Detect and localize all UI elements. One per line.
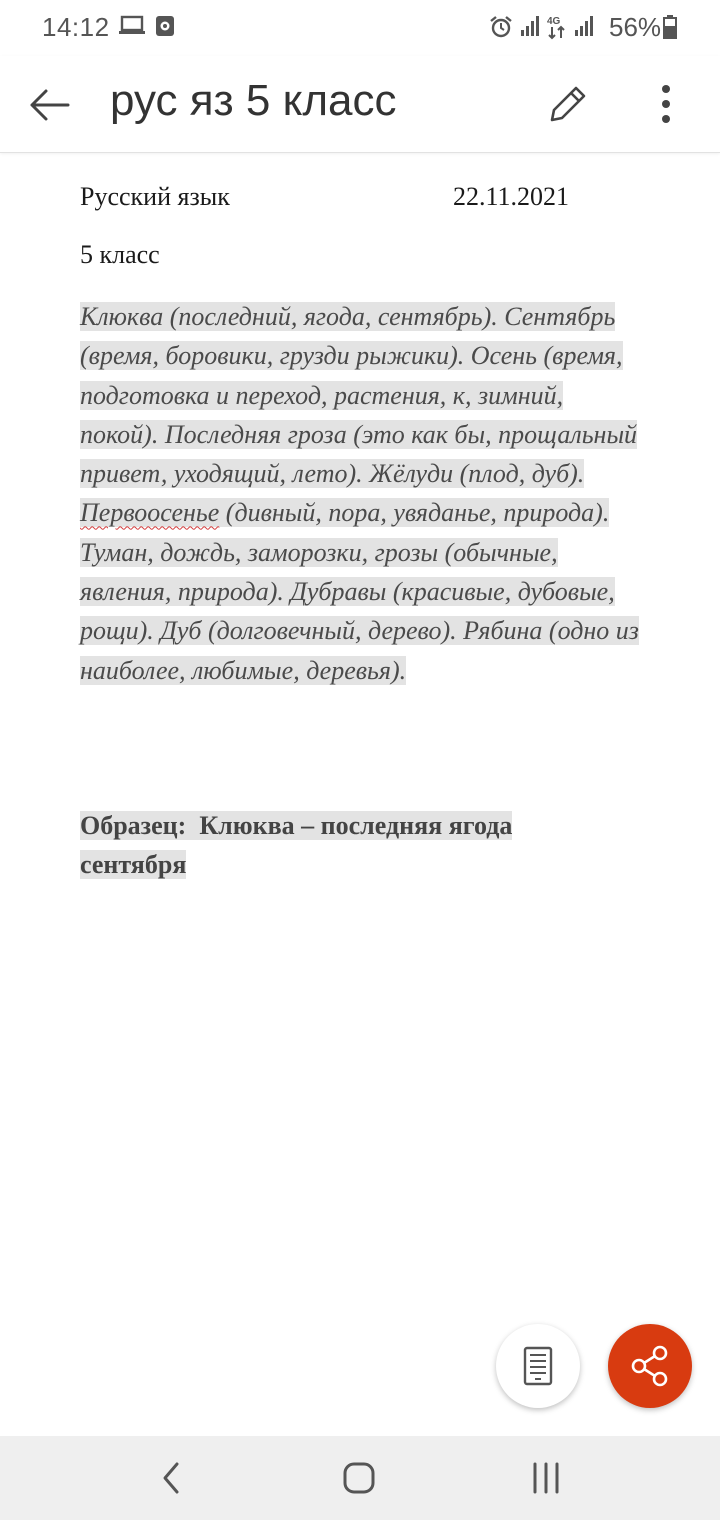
subject-text: Русский язык: [80, 182, 230, 211]
share-icon: [608, 1324, 692, 1408]
document-title: рус яз 5 класс: [110, 76, 397, 125]
more-vertical-icon[interactable]: [648, 78, 684, 130]
document-header-row: [80, 182, 580, 218]
exercise-text-part1: Клюква (последний, ягода, сентябрь). Сентябрь (время, боровики, грузди рыжики). Осень (время, подготовка и переход, растения, к, зимний, покой). Последняя гроза (это как бы, прощальный привет, уходящий, лето). Жёлуди (плод, дуб).: [80, 302, 638, 489]
4g-data-icon: [546, 14, 568, 40]
signal-icon-2: [574, 14, 596, 38]
back-arrow-icon[interactable]: [24, 80, 74, 130]
sample-paragraph: [80, 806, 560, 884]
screen-record-icon: [154, 14, 176, 38]
svg-text:4G: 4G: [547, 16, 561, 27]
nav-back-icon[interactable]: [150, 1456, 194, 1500]
app-bar: [0, 56, 720, 153]
sample-label: Образец:: [80, 811, 187, 840]
exercise-paragraph: [80, 297, 640, 690]
pencil-icon[interactable]: [542, 78, 594, 130]
reader-mode-button[interactable]: [496, 1324, 580, 1408]
nav-recents-icon[interactable]: [524, 1456, 568, 1500]
share-button[interactable]: [608, 1324, 692, 1408]
reading-mode-icon: [496, 1324, 580, 1408]
exercise-text-part2: (дивный, пора, увяданье, природа). Туман, дождь, заморозки, грозы (обычные, явления, природа). Дубравы (красивые, дубовые, рощи). Дуб (долговечный, дерево). Рябина (одно из наиболее, любимые, деревья).: [80, 498, 639, 685]
misspelled-word[interactable]: Первоосенье: [80, 498, 220, 528]
laptop-icon: [118, 14, 146, 38]
nav-home-icon[interactable]: [337, 1456, 381, 1500]
battery-icon: [662, 14, 678, 40]
status-bar: [0, 0, 720, 56]
grade-text: 5 класс: [80, 240, 160, 269]
signal-icon: [520, 14, 542, 38]
sample-text: Клюква – последняя ягода сентября: [80, 811, 513, 879]
alarm-icon: [488, 14, 514, 40]
battery-percent: 56%: [609, 12, 662, 42]
status-time: 14:12: [42, 12, 110, 42]
system-nav-bar: [0, 1436, 720, 1520]
date-text: 22.11.2021: [453, 182, 570, 211]
